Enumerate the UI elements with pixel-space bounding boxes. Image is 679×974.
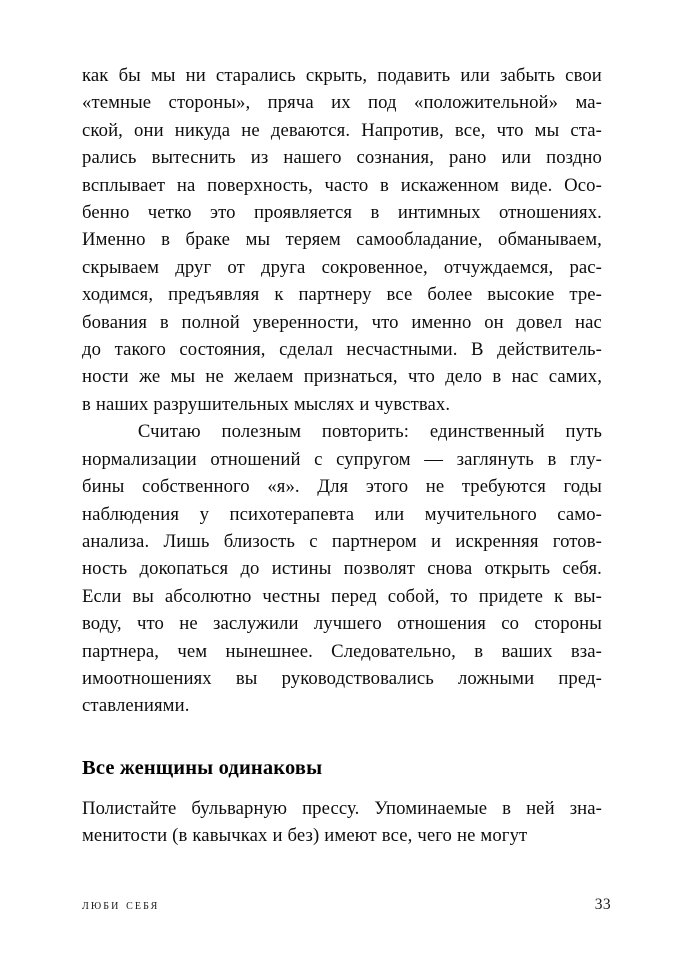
text-word: Считаю (137, 421, 201, 443)
text-line (82, 363, 602, 390)
text-word: вы (235, 667, 258, 689)
text-word: партнеру (298, 284, 372, 306)
text-word: придете (478, 585, 544, 607)
text-word: ходимся, (82, 284, 154, 306)
text-line (82, 62, 602, 89)
body-text-block (82, 62, 602, 720)
text-word: что (407, 366, 435, 388)
text-word: мы (170, 366, 196, 388)
text-word: и (431, 530, 442, 552)
text-word: от (227, 256, 245, 278)
text-word: отчуждаемся, (443, 256, 554, 278)
text-word: позволят (343, 558, 415, 580)
text-line (82, 199, 602, 226)
text-word: чем (177, 640, 208, 662)
text-word: их (331, 92, 351, 114)
section-heading: Все женщины одинаковы (82, 757, 323, 779)
text-word: обманываем, (497, 229, 602, 251)
text-word: поверхность, (207, 174, 313, 196)
text-word: поздно (546, 147, 602, 169)
text-word: само- (557, 503, 602, 525)
text-word: снова (427, 558, 473, 580)
text-word: мучительного (424, 503, 537, 525)
text-line (82, 144, 602, 171)
text-word: мы (245, 229, 271, 251)
text-line (82, 89, 602, 116)
text-line: менитости (в кавычках и без) имеют все, чего не могут (82, 825, 528, 847)
text-word: наблюдения (82, 503, 180, 525)
text-line (82, 610, 602, 637)
text-word: В (471, 339, 484, 361)
text-word: бульварную (191, 798, 288, 819)
text-line (82, 583, 602, 610)
text-word: тре- (569, 284, 602, 306)
text-word: не (241, 119, 260, 141)
text-word: как (82, 65, 109, 86)
paragraph-2 (82, 418, 602, 719)
page-number: 33 (594, 896, 611, 913)
text-word: руководствовались (281, 667, 434, 689)
text-word: Именно (82, 229, 146, 251)
text-line (82, 281, 602, 308)
text-word: мы (150, 65, 176, 86)
text-word: нормализации (82, 448, 197, 470)
text-word: рано (449, 147, 487, 169)
text-word: себя. (562, 558, 602, 580)
text-word: абсолютно (164, 585, 252, 607)
text-line (82, 226, 602, 253)
text-word: бенно (82, 202, 130, 224)
text-word: годы (563, 476, 602, 498)
text-word: скрыть, (305, 65, 368, 86)
text-word: до (240, 558, 260, 580)
text-word: под (368, 92, 397, 114)
text-word: он (484, 311, 504, 333)
text-word: именно (411, 311, 472, 333)
text-word: пряча (267, 92, 314, 114)
text-line (82, 638, 602, 665)
text-word: ней (526, 798, 555, 819)
text-word: бины (82, 476, 125, 498)
text-word: или (374, 503, 405, 525)
text-word: нынешнее. (225, 640, 313, 662)
text-word: Для (317, 476, 349, 498)
text-word: четко (147, 202, 192, 224)
text-line (82, 473, 602, 500)
text-word: глу- (569, 448, 602, 470)
text-word: не (179, 613, 198, 635)
text-word: проявляется (254, 202, 353, 224)
text-word: дело (445, 366, 483, 388)
text-line (82, 795, 602, 822)
text-line: в наших разрушительных мыслях и чувствах. (82, 393, 451, 415)
text-word: нашего (283, 147, 342, 169)
text-word: заслужили (213, 613, 299, 635)
text-word: действитель- (497, 339, 602, 361)
text-word: что (136, 613, 164, 635)
text-word: все (386, 284, 413, 306)
text-line (82, 665, 602, 692)
text-word: вы- (574, 585, 602, 607)
text-word: забыть (500, 65, 556, 86)
text-word: интимных (397, 202, 481, 224)
text-word: мы (534, 119, 560, 141)
text-word: вы (132, 585, 154, 607)
text-word: прессу. (302, 798, 360, 819)
text-word: повторить: (321, 421, 410, 443)
text-word: путь (565, 421, 602, 443)
text-word: психотерапевта (229, 503, 355, 525)
text-word: искаженном (400, 174, 499, 196)
text-word: имоотношениях (82, 667, 212, 689)
text-word: лучшего (313, 613, 382, 635)
text-word: никуда (174, 119, 231, 141)
text-word: не (425, 476, 445, 498)
text-line (82, 309, 602, 336)
section-text-block (82, 795, 602, 850)
text-word: из (250, 147, 269, 169)
text-word: партнера, (82, 640, 160, 662)
text-word: теряем (285, 229, 341, 251)
text-word: «положительной» (414, 92, 559, 114)
paragraph-indent (82, 418, 117, 445)
text-word: собственного (142, 476, 250, 498)
text-word: собой, (387, 585, 440, 607)
text-word: к (553, 585, 564, 607)
text-word: Упоминаемые (374, 798, 488, 819)
text-word: этого (365, 476, 409, 498)
text-word: рались (82, 147, 137, 169)
text-word: в (380, 174, 389, 196)
text-word: часто (324, 174, 369, 196)
text-word: самих, (548, 366, 602, 388)
text-word: что (371, 311, 399, 333)
text-word: — (424, 448, 444, 470)
text-word: ни (185, 65, 206, 86)
text-word: Следовательно, (331, 640, 456, 662)
text-line (82, 117, 602, 144)
text-word: ваших (501, 640, 553, 662)
text-word: высокие (487, 284, 555, 306)
text-word: скрываем (82, 256, 160, 278)
text-word: деваются. (270, 119, 351, 141)
text-word: сокровенное, (321, 256, 428, 278)
text-word: браке (185, 229, 231, 251)
text-word: Полистайте (82, 798, 177, 819)
text-word: довел (516, 311, 563, 333)
text-word: всплывает (82, 174, 166, 196)
text-word: в (474, 640, 484, 662)
text-word: нас (575, 311, 602, 333)
text-word: такого (114, 339, 166, 361)
text-word: ста- (570, 119, 602, 141)
text-word: перед (331, 585, 377, 607)
text-word: отношениях. (498, 202, 602, 224)
text-word: единственный (429, 421, 545, 443)
text-word: сделал (279, 339, 333, 361)
text-word: что (496, 119, 524, 141)
text-line (82, 528, 602, 555)
text-word: в (502, 798, 512, 819)
text-word: открыть (484, 558, 551, 580)
paragraph-3 (82, 795, 602, 850)
text-word: ности (82, 366, 129, 388)
text-word: же (139, 366, 161, 388)
text-word: пред- (558, 667, 602, 689)
text-word: желаем (234, 366, 294, 388)
text-word: нас (511, 366, 539, 388)
text-word: искренняя (455, 530, 539, 552)
text-word: то (450, 585, 468, 607)
text-word: в (161, 229, 170, 251)
text-word: в (492, 366, 502, 388)
text-word: несчастными. (346, 339, 458, 361)
text-word: рас- (569, 256, 602, 278)
text-word: все, (454, 119, 486, 141)
text-word: признаться, (303, 366, 398, 388)
text-word: ность (82, 558, 128, 580)
text-word: Если (82, 585, 122, 607)
text-word: бования (82, 311, 148, 333)
text-word: вза- (570, 640, 602, 662)
text-word: Осо- (564, 174, 602, 196)
text-word: со (501, 613, 520, 635)
text-word: полезным (221, 421, 302, 443)
text-line (82, 446, 602, 473)
running-title: люби себя (82, 897, 160, 913)
text-word: свои (565, 65, 602, 86)
text-word: зна- (569, 798, 602, 819)
text-word: воду, (82, 613, 122, 635)
text-line (82, 336, 602, 363)
text-word: Лишь (163, 530, 210, 552)
text-word: требуются (461, 476, 546, 498)
text-word: на (176, 174, 196, 196)
text-word: старались (215, 65, 296, 86)
text-word: самообладание, (356, 229, 483, 251)
text-word: в (547, 448, 557, 470)
text-word: супругом (336, 448, 411, 470)
text-word: стороны (534, 613, 602, 635)
text-line: ставлениями. (82, 695, 190, 717)
text-word: «я». (267, 476, 300, 498)
text-word: близость (223, 530, 295, 552)
text-line (82, 555, 602, 582)
text-word: стороны», (168, 92, 251, 114)
text-line (82, 172, 602, 199)
text-word: не (205, 366, 224, 388)
text-word: заглянуть (456, 448, 534, 470)
text-word: полной (181, 311, 240, 333)
text-word: состояния, (179, 339, 266, 361)
text-word: в (370, 202, 380, 224)
text-word: друга (261, 256, 306, 278)
text-word: партнером (331, 530, 417, 552)
text-word: с (309, 530, 318, 552)
page-footer (82, 896, 611, 914)
text-word: в (159, 311, 169, 333)
text-word: ма- (575, 92, 602, 114)
text-word: это (210, 202, 236, 224)
text-word: они (134, 119, 164, 141)
text-word: ложными (458, 667, 535, 689)
text-word: истины (271, 558, 332, 580)
text-word: «темные (82, 92, 152, 114)
text-word: анализа. (82, 530, 150, 552)
text-line (82, 501, 602, 528)
text-word: Напротив, (361, 119, 444, 141)
text-word: ской, (82, 119, 123, 141)
text-word: уверенности, (252, 311, 359, 333)
text-word: или (460, 65, 490, 86)
text-word: докопаться (139, 558, 229, 580)
text-word: предъявляя (168, 284, 260, 306)
text-word: виде. (510, 174, 553, 196)
text-word: или (501, 147, 532, 169)
text-word: бы (118, 65, 141, 86)
text-word: у (199, 503, 210, 525)
text-word: отношения (397, 613, 486, 635)
text-word: к (274, 284, 284, 306)
text-word: отношений (210, 448, 301, 470)
text-word: с (314, 448, 323, 470)
text-line (82, 254, 602, 281)
paragraph-1 (82, 62, 602, 418)
text-word: до (82, 339, 102, 361)
text-word: сознания, (356, 147, 435, 169)
text-line (82, 418, 602, 445)
text-word: более (427, 284, 473, 306)
text-word: честны (262, 585, 321, 607)
text-word: готов- (552, 530, 602, 552)
text-word: вытеснить (151, 147, 236, 169)
text-word: подавить (377, 65, 451, 86)
text-word: друг (175, 256, 212, 278)
